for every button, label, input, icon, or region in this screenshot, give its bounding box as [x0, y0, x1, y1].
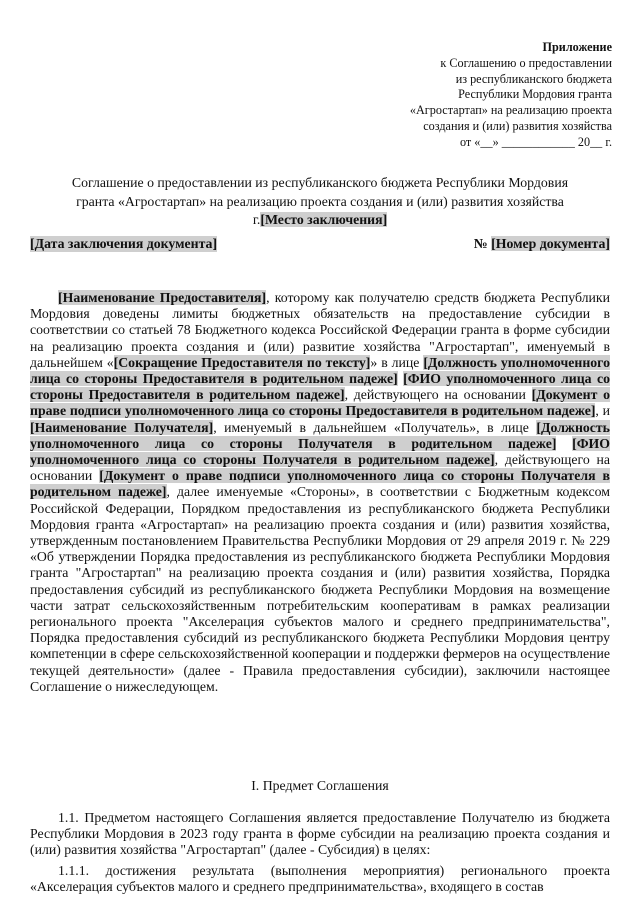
placeholder-recipient-name: [Наименование Получателя] [30, 419, 214, 435]
body-text: , далее именуемые «Стороны», в соответствии с Бюджетным кодексом Российской Федерации, Порядком предоставления из республиканского бюджета Республики Мордовия гранта «Агростартап» на реализацию проекта создания и (или) развития хозяйства, утвержденным постановлением Правительства Республики Мордовия от 29 апреля 2019 г. № 229 «Об утверждении Порядка предоставления из республиканского бюджета Республики Мордовия гранта "Агростартап" на реализацию проекта создания и (или) развития хозяйства, Порядка предоставления субсидий из республиканского бюджета Республики Мордовия на возмещение части затрат сельскохозяйственным потребительским кооперативам в рамках реализации регионального проекта "Акселерация субъектов малого и среднего предпринимательства", Порядка предоставления субсидий из республиканского бюджета Республики Мордовия центру компетенции в сфере сельскохозяйственной кооперации и поддержки фермеров на осуществление текущей деятельности» (далее - Правила предоставления субсидии), заключили настоящее Соглашение о нижеследующем. [30, 484, 610, 694]
placeholder-provider-doc: [Документ о праве подписи уполномоченного лица со стороны Предоставителя в родительном падеже] [30, 387, 610, 419]
date-placeholder: [Дата заключения документа] [30, 236, 218, 251]
body-text: , действующего на основании [30, 452, 611, 484]
appendix-line: к Соглашению о предоставлении [440, 55, 612, 70]
placeholder-recipient-doc: [Документ о праве подписи уполномоченного лица со стороны Получателя в родительном падеже] [30, 468, 610, 500]
body-text: , которому как получателю средств бюджета Республики Мордовия доведены лимиты бюджетных обязательств на предоставление субсидии в соответствии со статьей 78 Бюджетного кодекса Российской Федерации гранта в форме субсидии на реализацию проекта создания и (или) развитие хозяйства "Агростартап", именуемый в дальнейшем « [30, 290, 610, 370]
number-block [474, 236, 610, 252]
placeholder-provider-position: [Должность уполномоченного лица со стороны Предоставителя в родительном падеже] [30, 354, 610, 387]
appendix-header [410, 40, 612, 151]
appendix-line: из республиканского бюджета [455, 71, 612, 86]
number-placeholder: [Номер документа] [491, 236, 610, 251]
document-title [30, 174, 610, 230]
appendix-line: создания и (или) развития хозяйства [423, 118, 612, 133]
body-text: » в лице [370, 354, 424, 370]
place-placeholder: [Место заключения] [260, 212, 388, 227]
clause-1-1-1: 1.1.1. достижения результата (выполнения мероприятия) регионального проекта «Акселерация субъектов малого и среднего предпринимательства», входящего в состав [30, 862, 610, 894]
preamble [30, 290, 610, 695]
clauses [30, 810, 610, 899]
date-number-line [30, 236, 610, 252]
appendix-line: «Агростартап» на реализацию проекта [409, 103, 612, 118]
appendix-line: Республики Мордовия гранта [458, 87, 612, 102]
placeholder-recipient-fio: [ФИО уполномоченного лица со стороны Получателя в родительном падеже] [30, 435, 611, 468]
title-line-1: Соглашение о предоставлении из республиканского бюджета Республики Мордовия [71, 175, 569, 190]
clause-1-1: 1.1. Предметом настоящего Соглашения является предоставление Получателю из бюджета Республики Мордовия в 2023 году гранта в форме субсидии на реализацию проекта создания и (или) развития хозяйства "Агростартап" (далее - Субсидия) в целях: [30, 810, 610, 858]
body-text: , именуемый в дальнейшем «Получатель», в лице [213, 419, 537, 435]
placeholder-provider-name: [Наименование Предоставителя] [58, 290, 267, 305]
place-line [30, 211, 610, 230]
title-line-2: гранта «Агростартап» на реализацию проекта создания и (или) развития хозяйства [76, 193, 564, 209]
appendix-title: Приложение [542, 40, 612, 54]
placeholder-provider-fio: [ФИО уполномоченного лица со стороны Предоставителя в родительном падеже] [30, 371, 610, 403]
placeholder-provider-short: [Сокращение Предоставителя по тексту] [113, 354, 371, 370]
preamble-paragraph [30, 290, 610, 695]
section-heading: I. Предмет Соглашения [251, 778, 389, 793]
place-prefix: г. [252, 212, 261, 227]
placeholder-recipient-position: [Должность уполномоченного лица со стороны Получателя в родительном падеже] [30, 419, 610, 451]
body-text: , действующего на основании [344, 387, 532, 403]
body-text: , и [595, 403, 610, 419]
number-prefix: № [473, 236, 492, 251]
appendix-line: от «__» ____________ 20__ г. [460, 134, 612, 149]
body-text [556, 436, 572, 451]
